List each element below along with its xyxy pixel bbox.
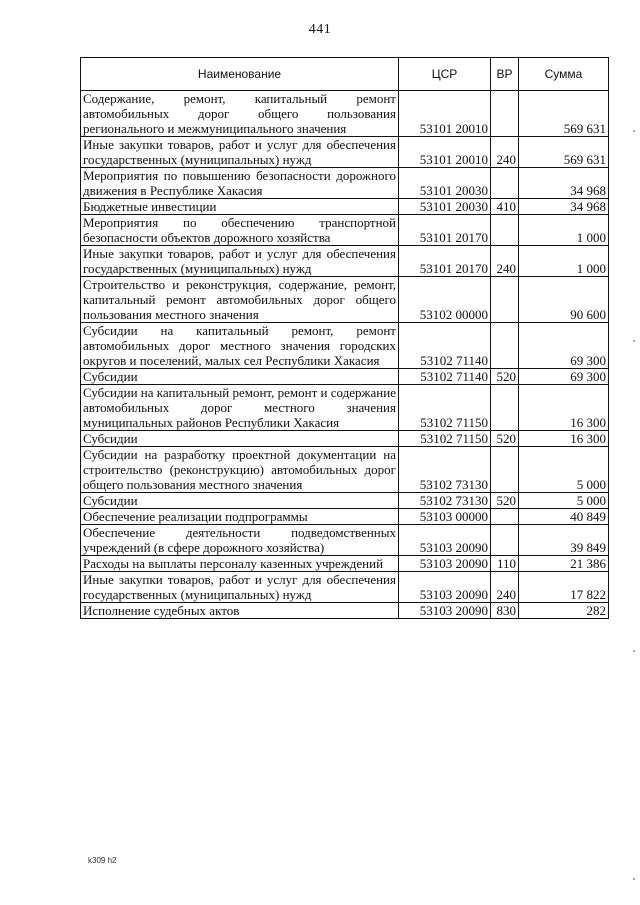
row-name: Бюджетные инвестиции xyxy=(81,199,399,215)
row-vr: 240 xyxy=(491,572,519,603)
row-csr: 53102 71140 xyxy=(399,369,491,385)
row-sum: 5 000 xyxy=(519,447,609,493)
row-sum: 21 386 xyxy=(519,556,609,572)
row-sum: 69 300 xyxy=(519,323,609,369)
row-csr: 53102 71150 xyxy=(399,385,491,431)
table-row xyxy=(81,91,609,137)
table-row xyxy=(81,509,609,525)
scan-mark xyxy=(633,130,635,132)
table-row xyxy=(81,431,609,447)
row-vr xyxy=(491,509,519,525)
row-vr: 520 xyxy=(491,369,519,385)
row-name: Расходы на выплаты персоналу казенных учреждений xyxy=(81,556,399,572)
table-row xyxy=(81,369,609,385)
scan-edge-marks xyxy=(633,130,635,890)
header-vr: ВР xyxy=(491,58,519,91)
row-name: Субсидии на капитальный ремонт, ремонт автомобильных дорог местного значения городских округов и поселений, малых сел Республики Хакасия xyxy=(81,323,399,369)
row-name: Иные закупки товаров, работ и услуг для обеспечения государственных (муниципальных) нужд xyxy=(81,246,399,277)
table-row xyxy=(81,447,609,493)
table-row xyxy=(81,603,609,619)
row-csr: 53101 20010 xyxy=(399,91,491,137)
row-name: Мероприятия по повышению безопасности дорожного движения в Республике Хакасия xyxy=(81,168,399,199)
row-sum: 1 000 xyxy=(519,215,609,246)
row-sum: 282 xyxy=(519,603,609,619)
row-csr: 53103 00000 xyxy=(399,509,491,525)
table-row xyxy=(81,572,609,603)
table-header xyxy=(81,58,609,91)
row-csr: 53101 20030 xyxy=(399,199,491,215)
row-sum: 5 000 xyxy=(519,493,609,509)
row-name: Субсидии на разработку проектной документации на строительство (реконструкцию) автомобильных дорог общего пользования местного значения xyxy=(81,447,399,493)
row-sum: 39 849 xyxy=(519,525,609,556)
row-csr: 53101 20030 xyxy=(399,168,491,199)
row-csr: 53103 20090 xyxy=(399,525,491,556)
row-vr xyxy=(491,385,519,431)
row-vr: 240 xyxy=(491,246,519,277)
header-csr: ЦСР xyxy=(399,58,491,91)
table-row xyxy=(81,493,609,509)
row-name: Иные закупки товаров, работ и услуг для обеспечения государственных (муниципальных) нужд xyxy=(81,137,399,168)
row-name: Иные закупки товаров, работ и услуг для обеспечения государственных (муниципальных) нужд xyxy=(81,572,399,603)
header-sum: Сумма xyxy=(519,58,609,91)
row-csr: 53102 71150 xyxy=(399,431,491,447)
row-csr: 53103 20090 xyxy=(399,603,491,619)
table-body xyxy=(81,91,609,619)
row-sum: 90 600 xyxy=(519,277,609,323)
row-csr: 53102 00000 xyxy=(399,277,491,323)
table-row xyxy=(81,385,609,431)
page-number: 441 xyxy=(308,22,332,37)
row-vr xyxy=(491,168,519,199)
row-csr: 53102 71140 xyxy=(399,323,491,369)
scan-mark xyxy=(633,340,635,342)
scan-mark xyxy=(633,650,635,652)
row-csr: 53101 20170 xyxy=(399,246,491,277)
row-name: Обеспечение реализации подпрограммы xyxy=(81,509,399,525)
table-row xyxy=(81,168,609,199)
table-row xyxy=(81,556,609,572)
table-row xyxy=(81,323,609,369)
row-sum: 16 300 xyxy=(519,385,609,431)
row-sum: 569 631 xyxy=(519,91,609,137)
row-vr xyxy=(491,525,519,556)
row-vr xyxy=(491,215,519,246)
header-name: Наименование xyxy=(81,58,399,91)
table-row xyxy=(81,525,609,556)
table-row xyxy=(81,215,609,246)
row-csr: 53102 73130 xyxy=(399,493,491,509)
row-vr xyxy=(491,323,519,369)
row-sum: 34 968 xyxy=(519,168,609,199)
row-vr xyxy=(491,447,519,493)
row-name: Обеспечение деятельности подведомственных учреждений (в сфере дорожного хозяйства) xyxy=(81,525,399,556)
header-row xyxy=(81,58,609,91)
row-name: Субсидии xyxy=(81,431,399,447)
row-vr xyxy=(491,277,519,323)
row-name: Строительство и реконструкция, содержание, ремонт, капитальный ремонт автомобильных дорог общего пользования местного значения xyxy=(81,277,399,323)
row-csr: 53103 20090 xyxy=(399,572,491,603)
row-vr xyxy=(491,91,519,137)
row-name: Мероприятия по обеспечению транспортной безопасности объектов дорожного хозяйства xyxy=(81,215,399,246)
table-row xyxy=(81,137,609,168)
row-name: Субсидии xyxy=(81,369,399,385)
table-row xyxy=(81,199,609,215)
footer-code: k309 h2 xyxy=(88,856,117,865)
row-sum: 569 631 xyxy=(519,137,609,168)
table-row xyxy=(81,277,609,323)
row-csr: 53103 20090 xyxy=(399,556,491,572)
row-sum: 34 968 xyxy=(519,199,609,215)
table-row xyxy=(81,246,609,277)
row-csr: 53102 73130 xyxy=(399,447,491,493)
row-sum: 16 300 xyxy=(519,431,609,447)
row-sum: 17 822 xyxy=(519,572,609,603)
row-name: Субсидии на капитальный ремонт, ремонт и содержание автомобильных дорог местного значения муниципальных районов Республики Хакасия xyxy=(81,385,399,431)
row-sum: 1 000 xyxy=(519,246,609,277)
scan-mark xyxy=(633,878,635,880)
row-vr: 240 xyxy=(491,137,519,168)
row-csr: 53101 20170 xyxy=(399,215,491,246)
row-sum: 40 849 xyxy=(519,509,609,525)
row-vr: 520 xyxy=(491,493,519,509)
row-csr: 53101 20010 xyxy=(399,137,491,168)
row-name: Исполнение судебных актов xyxy=(81,603,399,619)
row-name: Содержание, ремонт, капитальный ремонт автомобильных дорог общего пользования регионального и межмуниципального значения xyxy=(81,91,399,137)
row-sum: 69 300 xyxy=(519,369,609,385)
row-vr: 110 xyxy=(491,556,519,572)
row-name: Субсидии xyxy=(81,493,399,509)
row-vr: 410 xyxy=(491,199,519,215)
row-vr: 830 xyxy=(491,603,519,619)
row-vr: 520 xyxy=(491,431,519,447)
budget-table xyxy=(80,57,609,619)
